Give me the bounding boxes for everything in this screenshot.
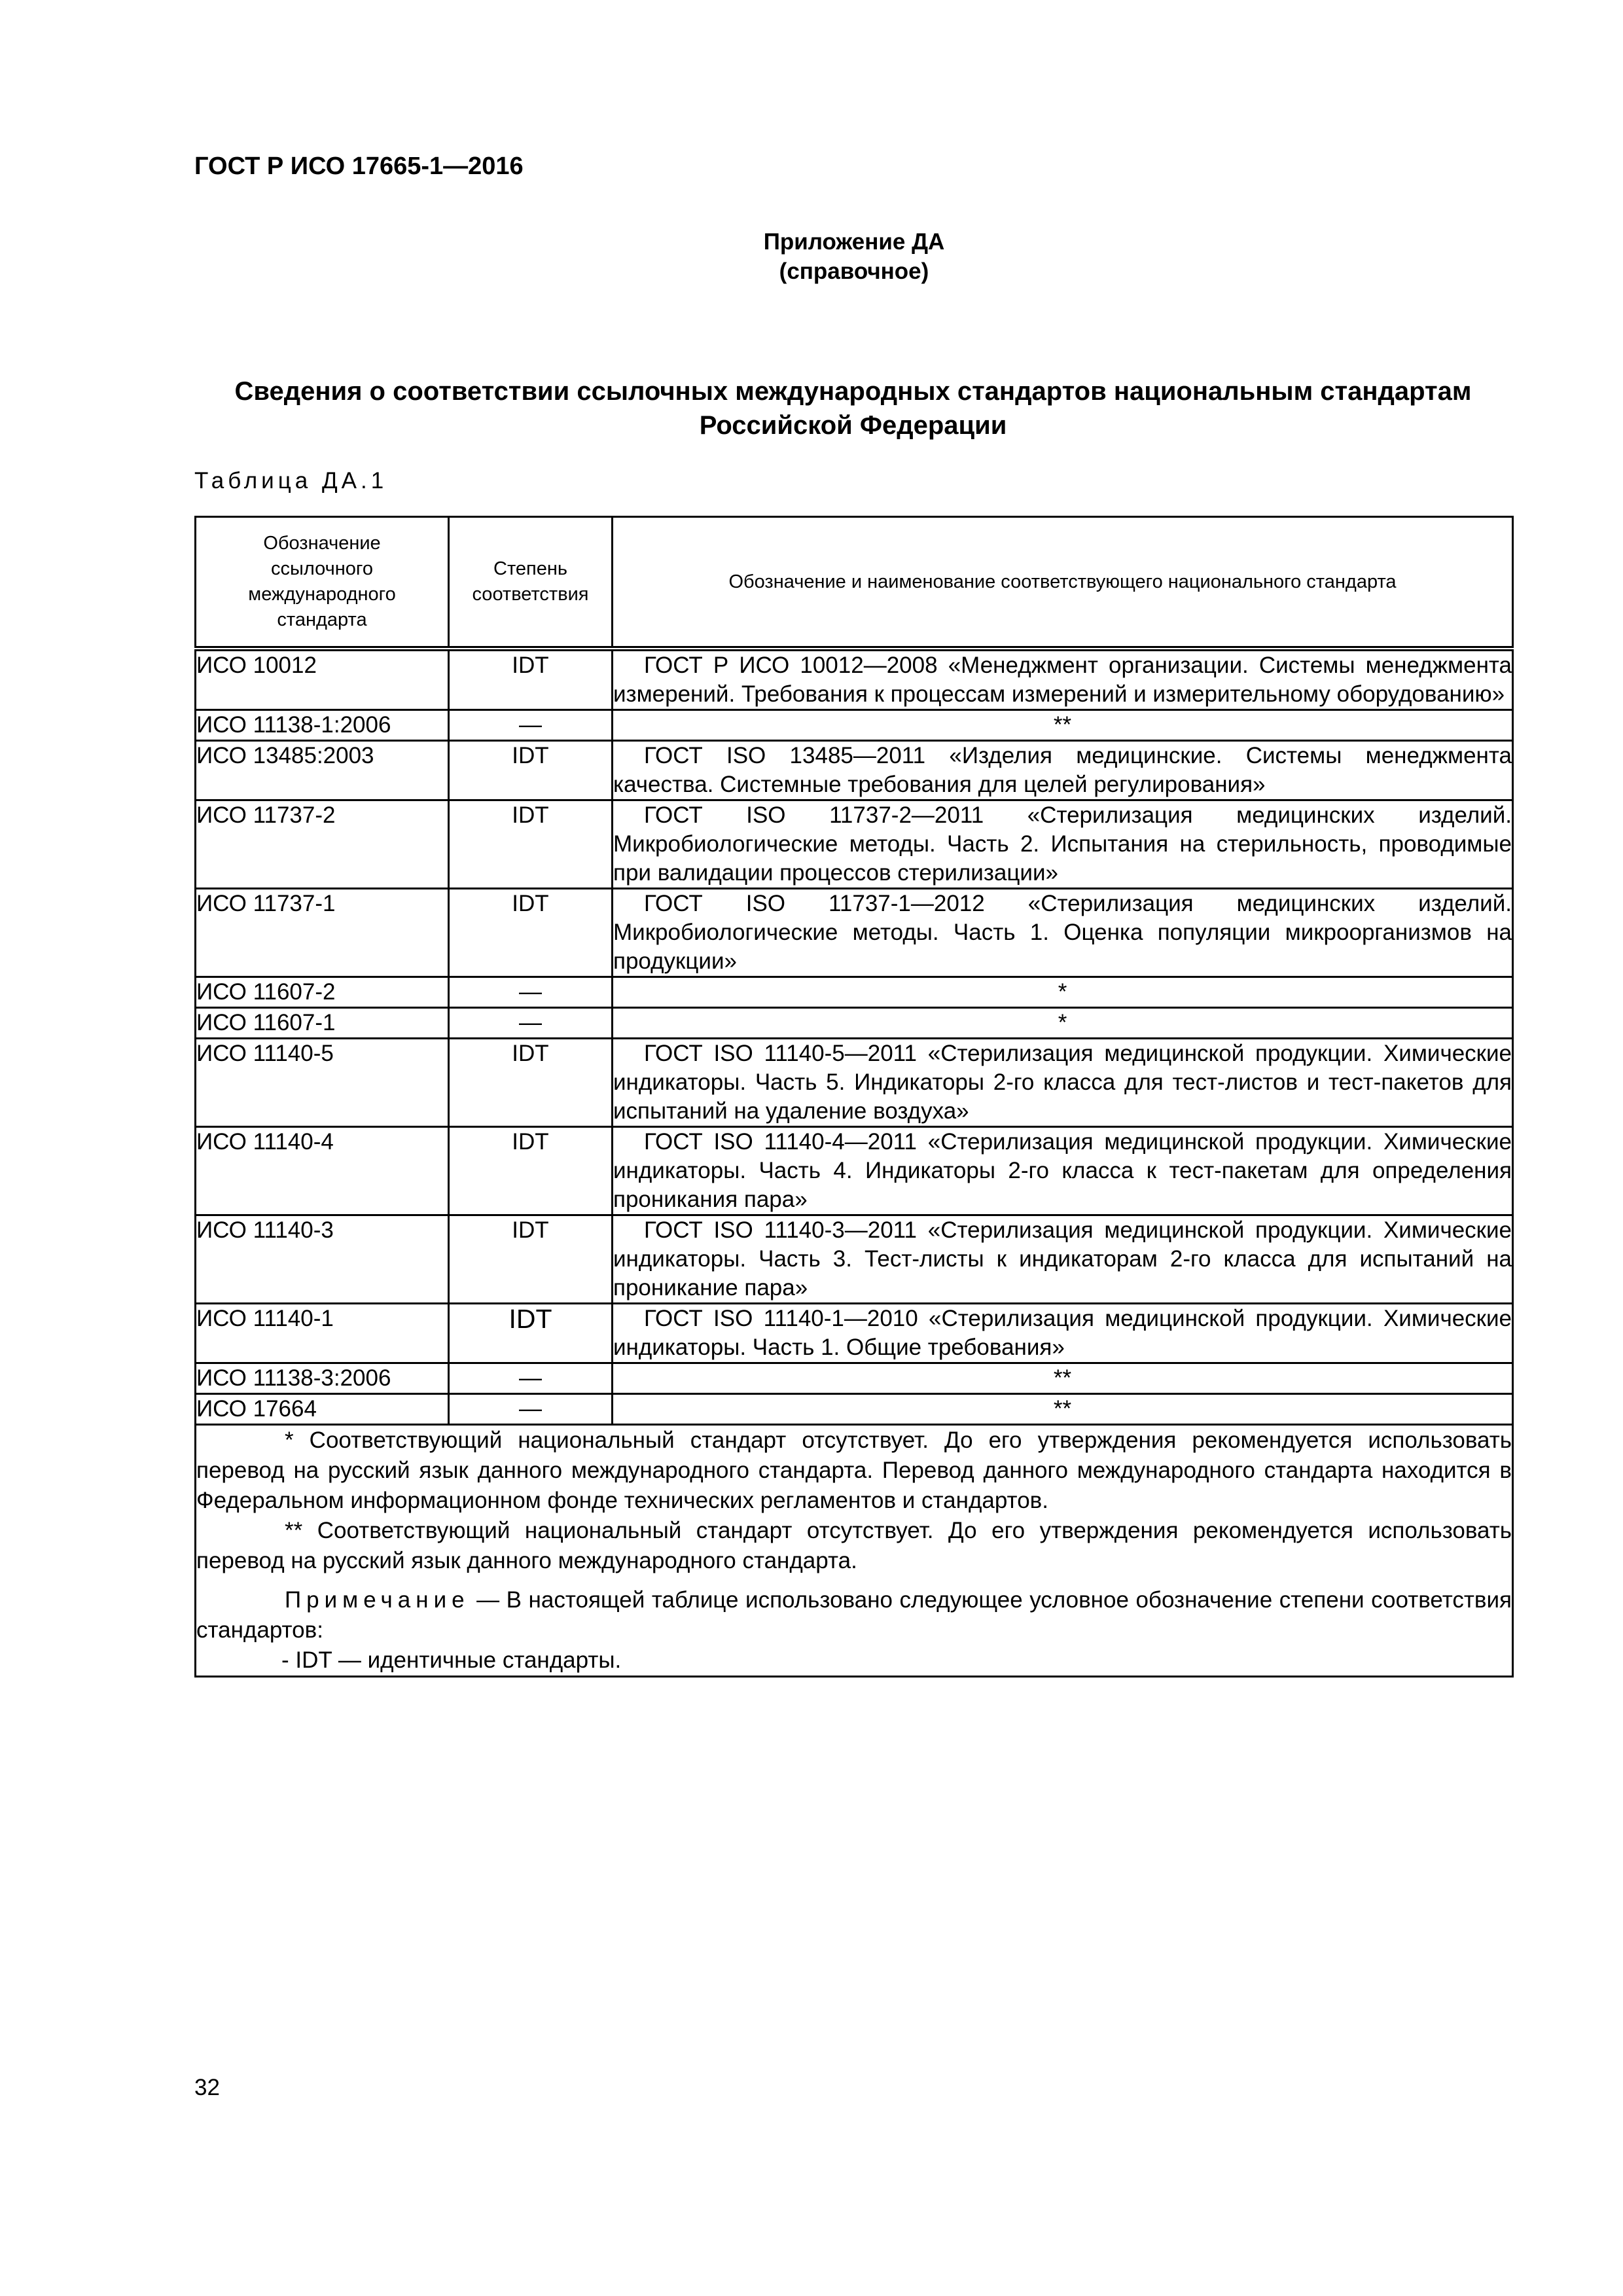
cell-degree: — <box>449 1363 613 1394</box>
cell-intl: ИСО 17664 <box>196 1394 449 1425</box>
cell-national-text: ГОСТ Р ИСО 10012—2008 «Менеджмент организации. Системы менеджмента измерений. Требования к процессам измерений и измерительному оборудованию» <box>613 653 1512 707</box>
table-header-row <box>196 517 1513 649</box>
cell-intl: ИСО 11607-1 <box>196 1008 449 1039</box>
cell-national <box>613 741 1513 800</box>
table-footer-row <box>196 1425 1513 1677</box>
table-row <box>196 800 1513 889</box>
cell-intl: ИСО 11138-1:2006 <box>196 710 449 741</box>
cell-intl: ИСО 11138-3:2006 <box>196 1363 449 1394</box>
cell-national-text: ГОСТ ISO 11737-1—2012 «Стерилизация медицинских изделий. Микробиологические методы. Часть 1. Оценка популяции микроорганизмов на продукции» <box>613 891 1512 974</box>
table-row <box>196 889 1513 977</box>
cell-national-text: ГОСТ ISO 11140-3—2011 «Стерилизация медицинской продукции. Химические индикаторы. Часть 3. Тест-листы к индикаторам 2-го класса для испытаний на проникание пара» <box>613 1217 1512 1300</box>
cell-national-text: ГОСТ ISO 11140-1—2010 «Стерилизация медицинской продукции. Химические индикаторы. Часть 1. Общие требования» <box>613 1306 1512 1360</box>
cell-degree: IDT <box>449 1304 613 1363</box>
cell-national <box>613 800 1513 889</box>
table-row <box>196 1008 1513 1039</box>
cell-degree: IDT <box>449 1039 613 1127</box>
header-national-standard: Обозначение и наименование соответствующего национального стандарта <box>613 517 1513 649</box>
table-row <box>196 1215 1513 1304</box>
table-caption: Таблица ДА.1 <box>194 468 388 493</box>
cell-intl: ИСО 11607-2 <box>196 977 449 1008</box>
cell-degree: — <box>449 710 613 741</box>
header-degree: Степень соответствия <box>449 517 613 649</box>
cell-national: * <box>613 977 1513 1008</box>
appendix-type: (справочное) <box>779 259 929 284</box>
cell-national <box>613 1215 1513 1304</box>
appendix-heading <box>0 227 1623 286</box>
cell-national <box>613 889 1513 977</box>
section-heading-line1: Сведения о соответствии ссылочных международных стандартов национальным стандартам <box>234 377 1472 406</box>
cell-national-text: ГОСТ ISO 11737-2—2011 «Стерилизация медицинских изделий. Микробиологические методы. Часть 2. Испытания на стерильность, проводимые при валидации процессов стерилизации» <box>613 802 1512 886</box>
cell-national-text: ГОСТ ISO 11140-4—2011 «Стерилизация медицинской продукции. Химические индикаторы. Часть 4. Индикаторы 2-го класса к тест-пакетам для определения проникания пара» <box>613 1129 1512 1212</box>
cell-national <box>613 649 1513 710</box>
cell-degree: — <box>449 977 613 1008</box>
table-note <box>196 1585 1512 1645</box>
cell-national: * <box>613 1008 1513 1039</box>
cell-degree: IDT <box>449 800 613 889</box>
note-item: - IDT — идентичные стандарты. <box>281 1647 622 1673</box>
document-code: ГОСТ Р ИСО 17665-1—2016 <box>194 152 524 180</box>
page-number: 32 <box>194 2075 220 2100</box>
cell-intl: ИСО 11140-4 <box>196 1127 449 1215</box>
cell-intl: ИСО 11140-5 <box>196 1039 449 1127</box>
section-heading-line2: Российской Федерации <box>699 411 1007 440</box>
table-row <box>196 649 1513 710</box>
cell-intl: ИСО 11737-2 <box>196 800 449 889</box>
cell-intl: ИСО 11140-1 <box>196 1304 449 1363</box>
section-heading <box>194 374 1512 442</box>
table-footnotes <box>196 1425 1513 1677</box>
table-row <box>196 1039 1513 1127</box>
footnote-double-star: ** Соответствующий национальный стандарт отсутствует. До его утверждения рекомендуется использовать перевод на русский язык данного международного стандарта. <box>196 1518 1512 1573</box>
cell-intl: ИСО 11140-3 <box>196 1215 449 1304</box>
cell-national <box>613 1304 1513 1363</box>
cell-degree: — <box>449 1008 613 1039</box>
table-row <box>196 741 1513 800</box>
cell-degree: IDT <box>449 1215 613 1304</box>
table-row <box>196 1127 1513 1215</box>
footnote-single-star: * Соответствующий национальный стандарт отсутствует. До его утверждения рекомендуется использовать перевод на русский язык данного международного стандарта. Перевод данного международного стандарта находится в Федеральном информационном фонде технических регламентов и стандартов. <box>196 1427 1512 1513</box>
cell-intl: ИСО 10012 <box>196 649 449 710</box>
header-intl-standard: Обозначение ссылочного международного стандарта <box>196 517 449 649</box>
table-row <box>196 710 1513 741</box>
cell-degree: IDT <box>449 1127 613 1215</box>
cell-degree: IDT <box>449 741 613 800</box>
cell-national: ** <box>613 710 1513 741</box>
cell-national: ** <box>613 1394 1513 1425</box>
cell-intl: ИСО 13485:2003 <box>196 741 449 800</box>
appendix-title: Приложение ДА <box>763 229 945 255</box>
cell-national <box>613 1127 1513 1215</box>
table-row <box>196 977 1513 1008</box>
table-row <box>196 1304 1513 1363</box>
table-row <box>196 1363 1513 1394</box>
note-text: — В настоящей таблице использовано следующее условное обозначение степени соответствия стандартов: <box>196 1587 1512 1643</box>
standards-table <box>194 516 1514 1677</box>
cell-intl: ИСО 11737-1 <box>196 889 449 977</box>
cell-degree: IDT <box>449 889 613 977</box>
table-row <box>196 1394 1513 1425</box>
cell-national-text: ГОСТ ISO 11140-5—2011 «Стерилизация медицинской продукции. Химические индикаторы. Часть 5. Индикаторы 2-го класса для тест-листов и тест-пакетов для испытаний на удаление воздуха» <box>613 1041 1512 1124</box>
cell-national <box>613 1039 1513 1127</box>
note-label: Примечание <box>285 1587 470 1613</box>
cell-degree: — <box>449 1394 613 1425</box>
cell-national-text: ГОСТ ISO 13485—2011 «Изделия медицинские. Системы менеджмента качества. Системные требования для целей регулирования» <box>613 743 1512 797</box>
cell-degree: IDT <box>449 649 613 710</box>
cell-national: ** <box>613 1363 1513 1394</box>
